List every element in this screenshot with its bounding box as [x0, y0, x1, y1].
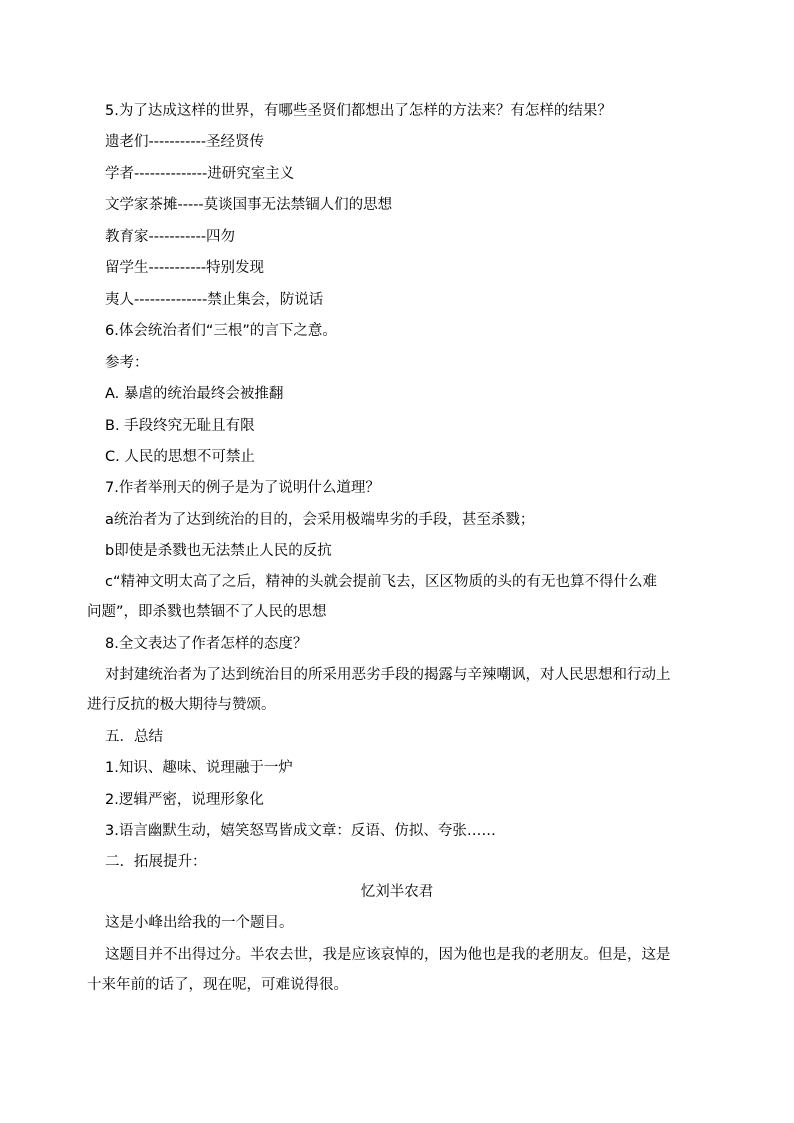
option-b: B. 手段终究无耻且有限 — [105, 418, 255, 434]
answer-line: 遗老们-----------圣经贤传 — [105, 134, 265, 150]
answer-b: b即使是杀戮也无法禁止人民的反抗 — [105, 543, 332, 559]
answer-line: 夷人--------------禁止集会，防说话 — [105, 292, 324, 308]
option-c: C. 人民的思想不可禁止 — [105, 449, 255, 465]
question-8: 8.全文表达了作者怎样的态度？ — [105, 636, 308, 652]
answer-8-cont: 进行反抗的极大期待与赞颂。 — [87, 697, 276, 713]
option-a: A. 暴虐的统治最终会被推翻 — [105, 386, 284, 402]
answer-c: c“精神文明太高了之后，精神的头就会提前飞去，区区物质的头的有无也算不得什么难 — [105, 574, 657, 590]
article-paragraph: 这是小峰出给我的一个题目。 — [105, 915, 294, 931]
reference-label: 参考： — [105, 355, 149, 371]
answer-a: a统治者为了达到统治的目的，会采用极端卑劣的手段，甚至杀戮； — [105, 512, 535, 528]
article-title: 忆刘半农君 — [360, 884, 434, 900]
article-paragraph-cont: 十来年前的话了，现在呢，可难说得很。 — [87, 977, 348, 993]
summary-item: 3.语言幽默生动，嬉笑怒骂皆成文章：反语、仿拟、夸张…… — [105, 823, 496, 839]
section-summary: 五．总结 — [105, 729, 163, 745]
answer-line: 留学生-----------特别发现 — [105, 260, 265, 276]
summary-item: 2.逻辑严密，说理形象化 — [105, 792, 264, 808]
question-6: 6.体会统治者们“三根”的言下之意。 — [105, 323, 337, 339]
answer-line: 教育家-----------四勿 — [105, 229, 236, 245]
summary-item: 1.知识、趣味、说理融于一炉 — [105, 760, 293, 776]
question-5: 5.为了达成这样的世界，有哪些圣贤们都想出了怎样的方法来？有怎样的结果？ — [105, 103, 612, 119]
article-paragraph: 这题目并不出得过分。半农去世，我是应该哀悼的，因为他也是我的老朋友。但是，这是 — [105, 947, 671, 963]
question-7: 7.作者举刑天的例子是为了说明什么道理？ — [105, 480, 380, 496]
section-extension: 二．拓展提升： — [105, 854, 207, 870]
answer-line: 学者--------------进研究室主义 — [105, 166, 295, 182]
answer-8: 对封建统治者为了达到统治目的所采用恶劣手段的揭露与辛辣嘲讽，对人民思想和行动上 — [105, 667, 671, 683]
answer-line: 文学家茶摊-----莫谈国事无法禁锢人们的思想 — [105, 197, 393, 213]
answer-c-cont: 问题”，即杀戮也禁锢不了人民的思想 — [87, 604, 327, 620]
